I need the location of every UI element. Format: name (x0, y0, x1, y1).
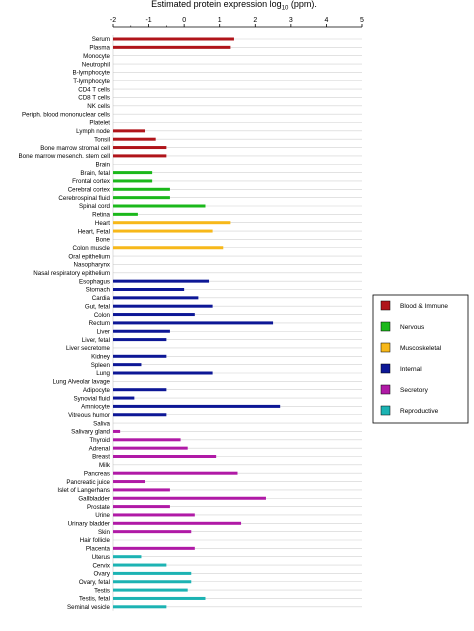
category-label: Uterus (91, 553, 110, 561)
legend-label: Reproductive (400, 408, 439, 415)
category-label: Spinal cord (79, 203, 110, 211)
bar (113, 505, 170, 508)
category-label: Spleen (90, 361, 110, 369)
category-label: Pancreas (83, 470, 110, 478)
chart-title-tail: (ppm). (288, 0, 317, 9)
bar (113, 447, 188, 450)
category-label: Testis, fetal (79, 595, 110, 603)
legend-label: Muscoskeletal (400, 345, 442, 352)
bar (113, 488, 170, 491)
x-tick-label: -2 (109, 17, 117, 24)
x-tick-label: 5 (360, 17, 364, 24)
category-label: Cervix (92, 562, 110, 570)
bar (113, 405, 280, 408)
category-label: Salivary gland (71, 428, 110, 436)
bar (113, 205, 205, 208)
category-label: Prostate (86, 503, 110, 511)
category-label: Cerebral cortex (67, 186, 110, 194)
category-label: Adipocyte (82, 386, 110, 394)
category-label: NK cells (87, 103, 110, 110)
category-label: Heart (94, 219, 110, 227)
category-label: Seminal vesicle (67, 604, 110, 611)
legend-swatch (381, 343, 390, 352)
bar (113, 555, 141, 558)
category-label: Liver (96, 328, 110, 336)
bar (113, 572, 191, 575)
bar (113, 171, 152, 174)
category-label: Amniocyte (81, 403, 110, 411)
category-label: Milk (99, 462, 110, 470)
chart-title-main: Estimated protein expression log (151, 0, 282, 9)
category-label: Serum (91, 36, 110, 44)
bar (113, 221, 230, 224)
category-label: Monocyte (83, 52, 110, 60)
bar (113, 138, 156, 141)
bar (113, 313, 195, 316)
bar (113, 388, 166, 391)
category-label: Urinary bladder (67, 520, 110, 528)
category-label: Brain, fetal (80, 169, 110, 177)
category-label: Oral epithelium (68, 253, 110, 261)
bar (113, 522, 241, 525)
legend-label: Blood & Immune (400, 303, 449, 310)
category-label: Bone marrow stromal cell (40, 144, 110, 152)
bar (113, 38, 234, 41)
category-label: Cardia (91, 295, 110, 303)
bar (113, 513, 195, 516)
legend-label: Secretory (400, 387, 428, 394)
bar (113, 321, 273, 324)
category-label: Pancreatic juice (66, 478, 110, 486)
bar (113, 363, 141, 366)
category-label: Stomach (85, 286, 110, 294)
x-tick-label: 3 (288, 17, 293, 24)
category-label: Esophagus (79, 278, 110, 286)
bar (113, 605, 166, 608)
bar (113, 455, 216, 458)
bar (113, 397, 134, 400)
category-label: Plasma (89, 44, 110, 52)
bar (113, 597, 205, 600)
bar (113, 305, 213, 308)
bar (113, 246, 223, 249)
category-label: Vitreous humor (68, 411, 110, 419)
chart-title-subscript: 10 (281, 5, 289, 12)
legend (373, 295, 468, 423)
bar (113, 372, 213, 375)
bar (113, 413, 166, 416)
bar (113, 230, 213, 233)
chart-title (151, 0, 317, 12)
category-label: Liver, fetal (81, 336, 110, 344)
category-label: Synovial fluid (73, 395, 110, 403)
category-label: Adrenal (88, 445, 110, 453)
category-label: Bone (95, 236, 110, 244)
bar (113, 438, 181, 441)
category-label: Breast (92, 453, 110, 461)
bar (113, 146, 166, 149)
category-label: Lung Alveolar lavage (52, 378, 110, 386)
bar (113, 288, 184, 291)
category-label: Hair follicle (79, 537, 110, 545)
bar (113, 430, 120, 433)
x-tick-label: 2 (253, 17, 258, 24)
category-label: Ovary, fetal (78, 578, 110, 586)
category-label: Heart, Fetal (77, 228, 110, 236)
bar (113, 472, 238, 475)
category-label: CD8 T cells (78, 94, 110, 102)
category-label: Ovary (93, 570, 110, 578)
bar (113, 188, 170, 191)
category-label: Liver secretome (65, 345, 110, 353)
category-label: Colon muscle (72, 244, 110, 252)
legend-label: Nervous (400, 324, 425, 331)
category-label: Gallbladder (78, 495, 110, 503)
bar (113, 589, 188, 592)
legend-swatch (381, 322, 390, 331)
bars (113, 38, 280, 609)
category-label: Testis (94, 587, 110, 595)
category-label: Platelet (89, 119, 110, 127)
bar (113, 547, 195, 550)
legend-swatch (381, 385, 390, 394)
bar (113, 530, 191, 533)
category-label: Placenta (85, 545, 110, 553)
bar (113, 480, 145, 483)
category-label: Tonsil (94, 136, 110, 144)
bar (113, 296, 198, 299)
category-label: Nasopharynx (73, 261, 110, 269)
x-tick-label: -1 (145, 17, 152, 24)
bar (113, 179, 152, 182)
bar (113, 355, 166, 358)
category-labels (19, 36, 111, 611)
category-label: CD4 T cells (78, 86, 110, 94)
category-label: Thyroid (89, 437, 110, 444)
category-label: Saliva (93, 420, 110, 428)
legend-swatch (381, 364, 390, 373)
category-label: T-lymphocyte (73, 77, 110, 85)
bar (113, 580, 191, 583)
category-label: Lung (96, 370, 110, 378)
category-label: Frontal cortex (72, 178, 110, 186)
bar (113, 497, 266, 500)
x-axis (110, 17, 364, 27)
category-label: Kidney (91, 353, 110, 361)
bar (113, 564, 166, 567)
category-label: Neutrophil (81, 61, 110, 69)
category-label: Brain (95, 161, 110, 169)
category-label: Rectum (88, 320, 110, 328)
category-label: Nasal respiratory epithelium (33, 270, 110, 277)
category-label: Retina (92, 211, 110, 219)
x-tick-label: 4 (324, 17, 329, 24)
category-label: Bone marrow mesench. stem cell (18, 153, 110, 161)
category-label: Colon (93, 311, 110, 319)
bar (113, 330, 170, 333)
category-label: Periph. blood mononuclear cells (21, 111, 110, 119)
bar (113, 46, 230, 49)
bar (113, 154, 166, 157)
bar (113, 196, 170, 199)
category-label: Cerebrospinal fluid (58, 194, 110, 202)
category-label: Urine (95, 512, 110, 520)
x-tick-label: 1 (217, 17, 222, 24)
bar (113, 213, 138, 216)
bar (113, 129, 145, 132)
bar (113, 280, 209, 283)
category-label: Islet of Langerhans (57, 487, 110, 495)
legend-box (373, 295, 468, 423)
legend-label: Internal (400, 366, 422, 373)
x-tick-label: 0 (182, 17, 187, 24)
category-label: Skin (97, 528, 110, 536)
bar (113, 338, 166, 341)
category-label: Gut, fetal (84, 303, 110, 311)
category-label: Lymph node (76, 128, 110, 136)
legend-swatch (381, 301, 390, 310)
legend-swatch (381, 406, 390, 415)
category-label: B-lymphocyte (72, 69, 110, 77)
